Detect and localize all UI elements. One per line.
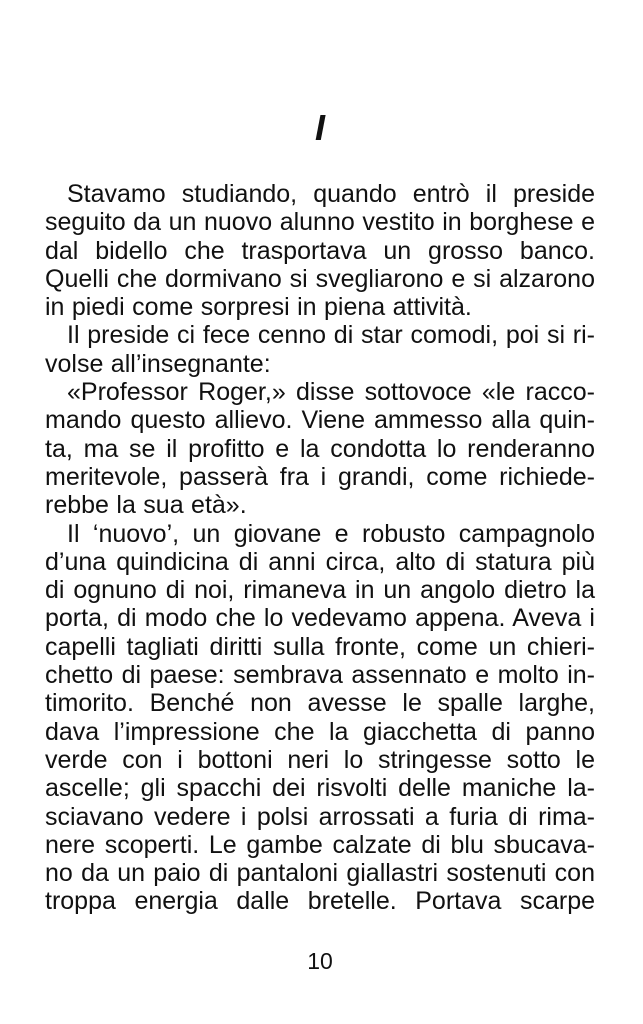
- text-line: sciavano vedere i polsi arrossati a furia di rima-: [45, 802, 595, 831]
- paragraph: [45, 321, 595, 378]
- text-line: di ognuno di noi, rimaneva in un angolo dietro la: [45, 576, 595, 605]
- page-number: 10: [307, 947, 333, 974]
- text-line: dava l’impressione che la giacchetta di panno: [45, 717, 595, 746]
- text-line: seguito da un nuovo alunno vestito in borghese e: [45, 208, 595, 237]
- text-line: Il ‘nuovo’, un giovane e robusto campagnolo: [67, 519, 595, 548]
- text-line: in piedi come sorpresi in piena attività.: [45, 293, 472, 322]
- paragraph: [45, 180, 595, 321]
- text-line: troppa energia dalle bretelle. Portava scarpe: [45, 887, 595, 916]
- text-line: Quelli che dormivano si svegliarono e si alzarono: [45, 264, 595, 293]
- text-line: capelli tagliati diritti sulla fronte, come un chieri-: [45, 632, 595, 661]
- text-line: ascelle; gli spacchi dei risvolti delle maniche la-: [45, 774, 595, 803]
- text-line: verde con i bottoni neri lo stringesse sotto le: [45, 745, 595, 774]
- text-line: Stavamo studiando, quando entrò il preside: [67, 180, 595, 208]
- text-line: Il preside ci fece cenno di star comodi, poi si ri-: [67, 321, 595, 350]
- text-line: «Professor Roger,» disse sottovoce «le racco-: [67, 378, 595, 407]
- text-line: d’una quindicina di anni circa, alto di statura più: [45, 547, 595, 576]
- text-line: mando questo allievo. Viene ammesso alla quin-: [45, 406, 595, 435]
- text-line: rebbe la sua età».: [45, 491, 247, 520]
- text-line: porta, di modo che lo vedevamo appena. Aveva i: [45, 604, 595, 633]
- text-line: no da un paio di pantaloni giallastri sostenuti con: [45, 859, 595, 888]
- text-line: nere scoperti. Le gambe calzate di blu sbucava-: [45, 830, 595, 859]
- text-line: dal bidello che trasportava un grosso banco.: [45, 236, 595, 265]
- text-line: meritevole, passerà fra i grandi, come richiede-: [45, 462, 595, 491]
- paragraph: [45, 378, 595, 519]
- text-line: volse all’insegnante:: [45, 349, 271, 378]
- chapter-heading: I: [314, 107, 325, 148]
- text-line: chetto di paese: sembrava assennato e molto in-: [45, 661, 595, 690]
- body-text: [45, 180, 595, 916]
- paragraph: [45, 520, 595, 916]
- text-line: timorito. Benché non avesse le spalle larghe,: [45, 689, 595, 718]
- text-line: ta, ma se il profitto e la condotta lo renderanno: [45, 434, 595, 463]
